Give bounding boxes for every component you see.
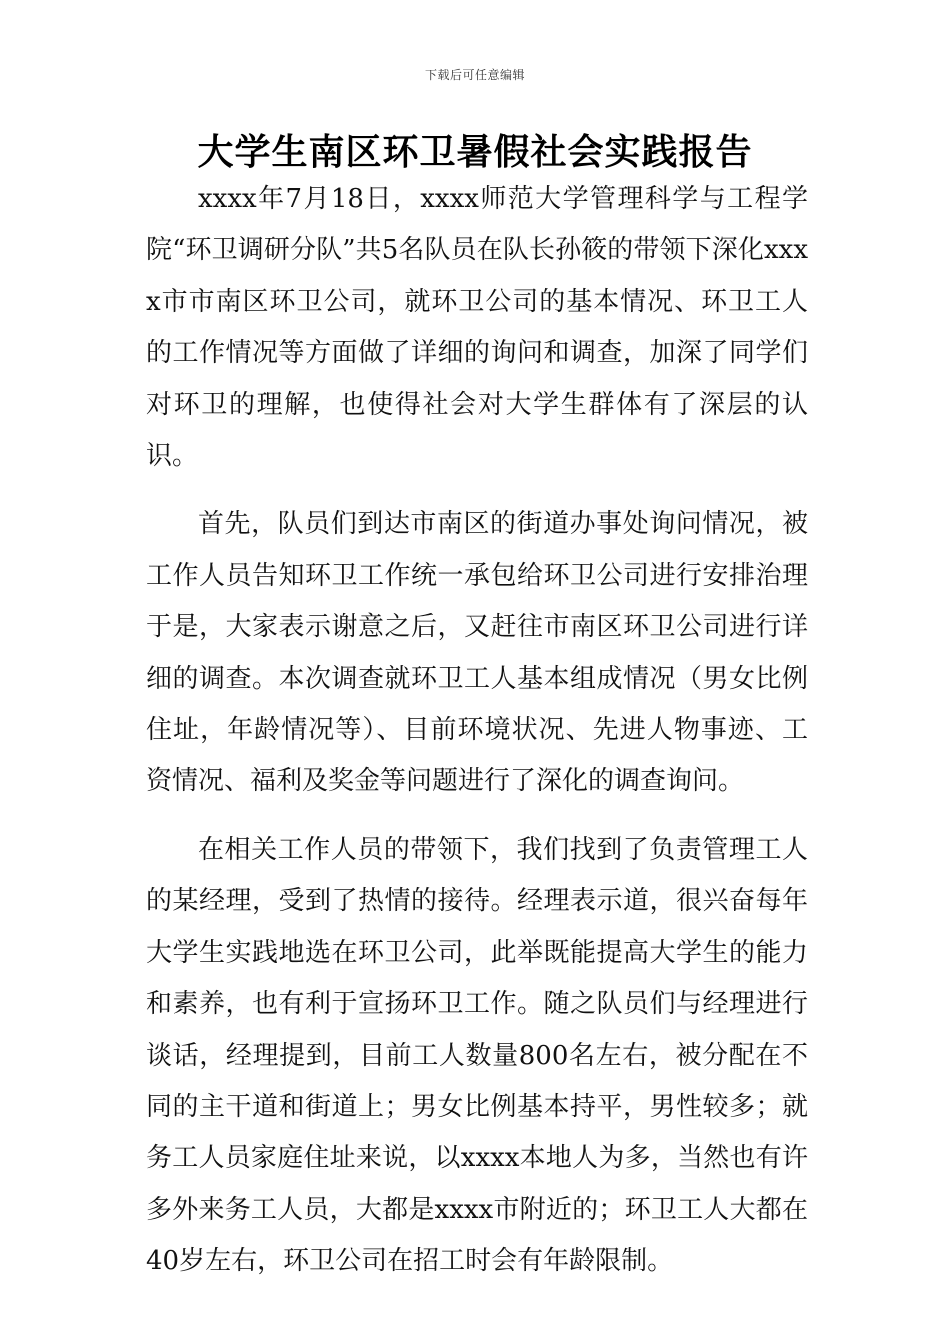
header-note: 下载后可任意编辑 [424, 68, 525, 82]
document-title: 大学生南区环卫暑假社会实践报告 [197, 132, 753, 173]
paragraph-2: 首先，队员们到达市南区的街道办事处询问情况，被工作人员告知环卫工作统一承包给环卫公司进行安排治理于是，大家表示谢意之后，又赶往市南区环卫公司进行详细的调查。本次调查就环卫工人基本组成情况（男女比例住址，年龄情况等）、目前环境状况、先进人物事迹、工资情况、福利及奖金等问题进行了深化的调查询问。 [146, 509, 808, 797]
paragraph-3: 在相关工作人员的带领下，我们找到了负责管理工人的某经理，受到了热情的接待。经理表示道，很兴奋每年大学生实践地选在环卫公司，此举既能提高大学生的能力和素养，也有利于宣扬环卫工作。随之队员们与经理进行谈话，经理提到，目前工人数量800名左右，被分配在不同的主干道和街道上；男女比例基本持平，男性较多；就务工人员家庭住址来说，以xxxx本地人为多，当然也有许多外来务工人员，大都是xxxx市附近的；环卫工人大都在40岁左右，环卫公司在招工时会有年龄限制。 [146, 834, 808, 1277]
paragraph-1: xxxx年7月18日，xxxx师范大学管理科学与工程学院“环卫调研分队”共5名队员在队长孙筱的带领下深化xxxx市市南区环卫公司，就环卫公司的基本情况、环卫工人的工作情况等方面做了详细的询问和调查，加深了同学们对环卫的理解，也使得社会对大学生群体有了深层的认识。 [146, 184, 808, 472]
document-body [146, 174, 808, 1305]
